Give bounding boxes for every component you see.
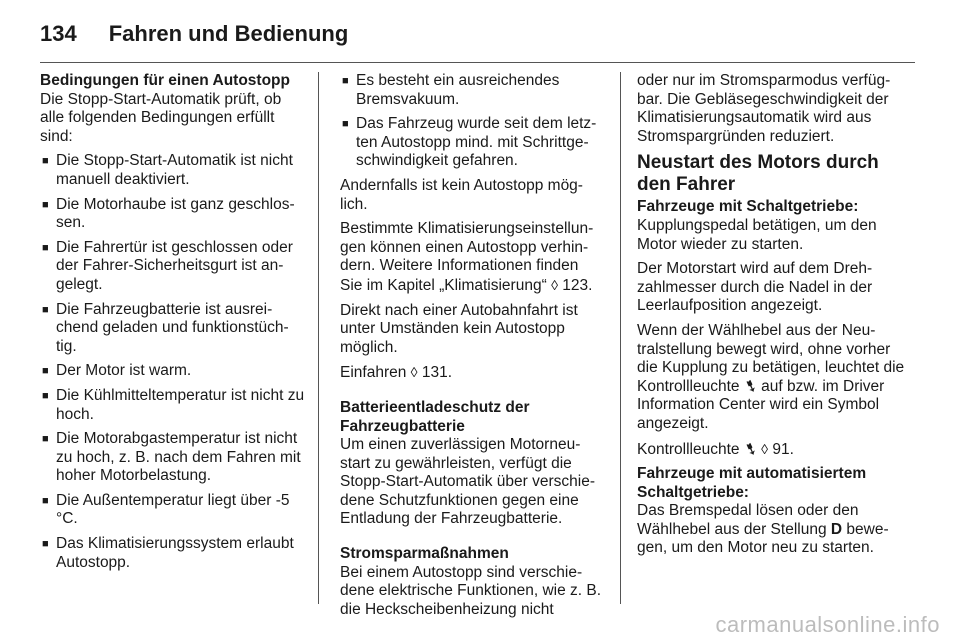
bullet-icon: ■ bbox=[42, 365, 49, 378]
list-item: ■ Die Fahrertür ist geschlossen oder der Fahrer-Sicherheitsgurt ist an-gelegt. bbox=[42, 238, 293, 293]
list-item: ■ Das Klimatisierungssystem erlaubt Autostopp. bbox=[42, 535, 294, 571]
conditions-list bbox=[40, 152, 308, 572]
bullet-icon: ■ bbox=[42, 389, 49, 402]
list-item: ■ Die Kühlmitteltemperatur ist nicht zu hoch. bbox=[42, 386, 305, 423]
column-3 bbox=[637, 72, 905, 564]
paragraph: Um einen zuverlässigen Motorneu-start zu gewährleisten, verfügt die Stopp-Start-Automatik über verschie-dene Schutzfunktionen gegen eine Entladung der Fahrzeugbatterie. bbox=[340, 436, 595, 528]
paragraph: Wenn der Wählhebel aus der Neu-tralstellung bewegt wird, ohne vorher die Kupplung zu betätigen, leuchtet die Kontrollleuchte ➷ auf bzw. im Driver Information Center wird ein Symbol angezeigt. bbox=[637, 321, 905, 432]
stop-start-indicator-icon: ➷ bbox=[741, 376, 760, 397]
list-item: ■ Die Fahrzeugbatterie ist ausrei-chend geladen und funktionstüch-tig. bbox=[42, 300, 289, 355]
bullet-icon: ■ bbox=[42, 494, 49, 507]
bullet-icon: ■ bbox=[42, 303, 49, 316]
gear-position-label: D bbox=[830, 520, 843, 538]
page-reference[interactable]: 131. bbox=[421, 364, 453, 382]
bullet-icon: ■ bbox=[42, 198, 49, 211]
paragraph: Der Motorstart wird auf dem Dreh-zahlmesser durch die Nadel in der Leerlaufposition angezeigt. bbox=[637, 260, 873, 315]
battery-protection-heading: Batterieentladeschutz der Fahrzeugbatterie bbox=[340, 398, 530, 435]
paragraph: oder nur im Stromsparmodus verfüg-bar. Die Gebläsegeschwindigkeit der Klimatisierungsautomatik wird aus Stromspargründen reduziert. bbox=[637, 72, 891, 145]
paragraph: Kupplungspedal betätigen, um den Motor wieder zu starten. bbox=[637, 216, 877, 253]
list-item: ■ Es besteht ein ausreichendes Bremsvakuum. bbox=[342, 72, 560, 108]
page-title: Fahren und Bedienung bbox=[108, 21, 349, 46]
paragraph: Das Bremspedal lösen oder den Wählhebel aus der Stellung D bewe-gen, um den Motor neu zu starten. bbox=[637, 502, 889, 557]
bullet-icon: ■ bbox=[342, 118, 349, 131]
list-item: ■ Die Außentemperatur liegt über -5 °C. bbox=[42, 491, 290, 528]
list-item: ■ Der Motor ist warm. bbox=[42, 362, 192, 380]
list-item: ■ Die Motorhaube ist ganz geschlos-sen. bbox=[42, 195, 295, 232]
paragraph: Einfahren ◊ 131. bbox=[340, 364, 453, 382]
page-reference[interactable]: 123. bbox=[562, 276, 593, 294]
stop-start-indicator-icon: ➷ bbox=[741, 438, 760, 460]
autostop-conditions-intro: Die Stopp-Start-Automatik prüft, ob alle folgenden Bedingungen erfüllt sind: bbox=[40, 90, 282, 145]
bullet-icon: ■ bbox=[42, 433, 49, 446]
list-item: ■ Die Stopp-Start-Automatik ist nicht manuell deaktiviert. bbox=[42, 152, 293, 188]
energy-saving-heading: Stromsparmaßnahmen bbox=[340, 545, 509, 563]
paragraph: Bei einem Autostopp sind verschie-dene elektrische Funktionen, wie z. B. die Heckscheibenheizung nicht bbox=[340, 563, 602, 618]
conditions-list-continued bbox=[340, 72, 602, 171]
header-rule bbox=[40, 62, 915, 63]
bullet-icon: ■ bbox=[42, 155, 49, 168]
watermark: carmanualsonline.info bbox=[715, 612, 940, 637]
page-reference-icon: ◊ bbox=[761, 440, 769, 457]
column-divider-2 bbox=[620, 72, 621, 604]
paragraph: Bestimmte Klimatisierungseinstellun-gen können einen Autostopp verhin-dern. Weitere Informationen finden Sie im Kapitel „Klimatisierung“ ◊ 123. bbox=[340, 220, 594, 294]
column-1 bbox=[40, 72, 308, 578]
manual-transmission-heading: Fahrzeuge mit Schaltgetriebe: bbox=[637, 198, 859, 216]
list-item: ■ Die Motorabgastemperatur ist nicht zu hoch, z. B. nach dem Fahren mit hoher Motorbelastung. bbox=[42, 430, 301, 485]
page-reference-icon: ◊ bbox=[410, 364, 418, 381]
bullet-icon: ■ bbox=[342, 75, 349, 87]
column-divider-1 bbox=[318, 72, 319, 604]
paragraph: Andernfalls ist kein Autostopp mög-lich. bbox=[340, 176, 583, 213]
section-heading: Neustart des Motors durch den Fahrer bbox=[637, 152, 879, 196]
page-header bbox=[40, 14, 348, 54]
page-number: 134 bbox=[40, 21, 77, 46]
autostop-conditions-heading: Bedingungen für einen Autostopp bbox=[40, 72, 290, 89]
paragraph: Direkt nach einer Autobahnfahrt ist unter Umständen kein Autostopp möglich. bbox=[340, 301, 578, 356]
list-item: ■ Das Fahrzeug wurde seit dem letz-ten Autostopp mind. mit Schrittge-schwindigkeit gefahren. bbox=[342, 115, 597, 170]
automated-transmission-heading: Fahrzeuge mit automatisiertem Schaltgetriebe: bbox=[637, 465, 867, 501]
bullet-icon: ■ bbox=[42, 241, 49, 254]
paragraph: Kontrollleuchte ➷ ◊ 91. bbox=[637, 438, 794, 460]
page-reference-icon: ◊ bbox=[551, 276, 558, 293]
bullet-icon: ■ bbox=[42, 538, 49, 551]
page-reference[interactable]: 91. bbox=[772, 440, 794, 458]
column-2 bbox=[340, 72, 602, 625]
